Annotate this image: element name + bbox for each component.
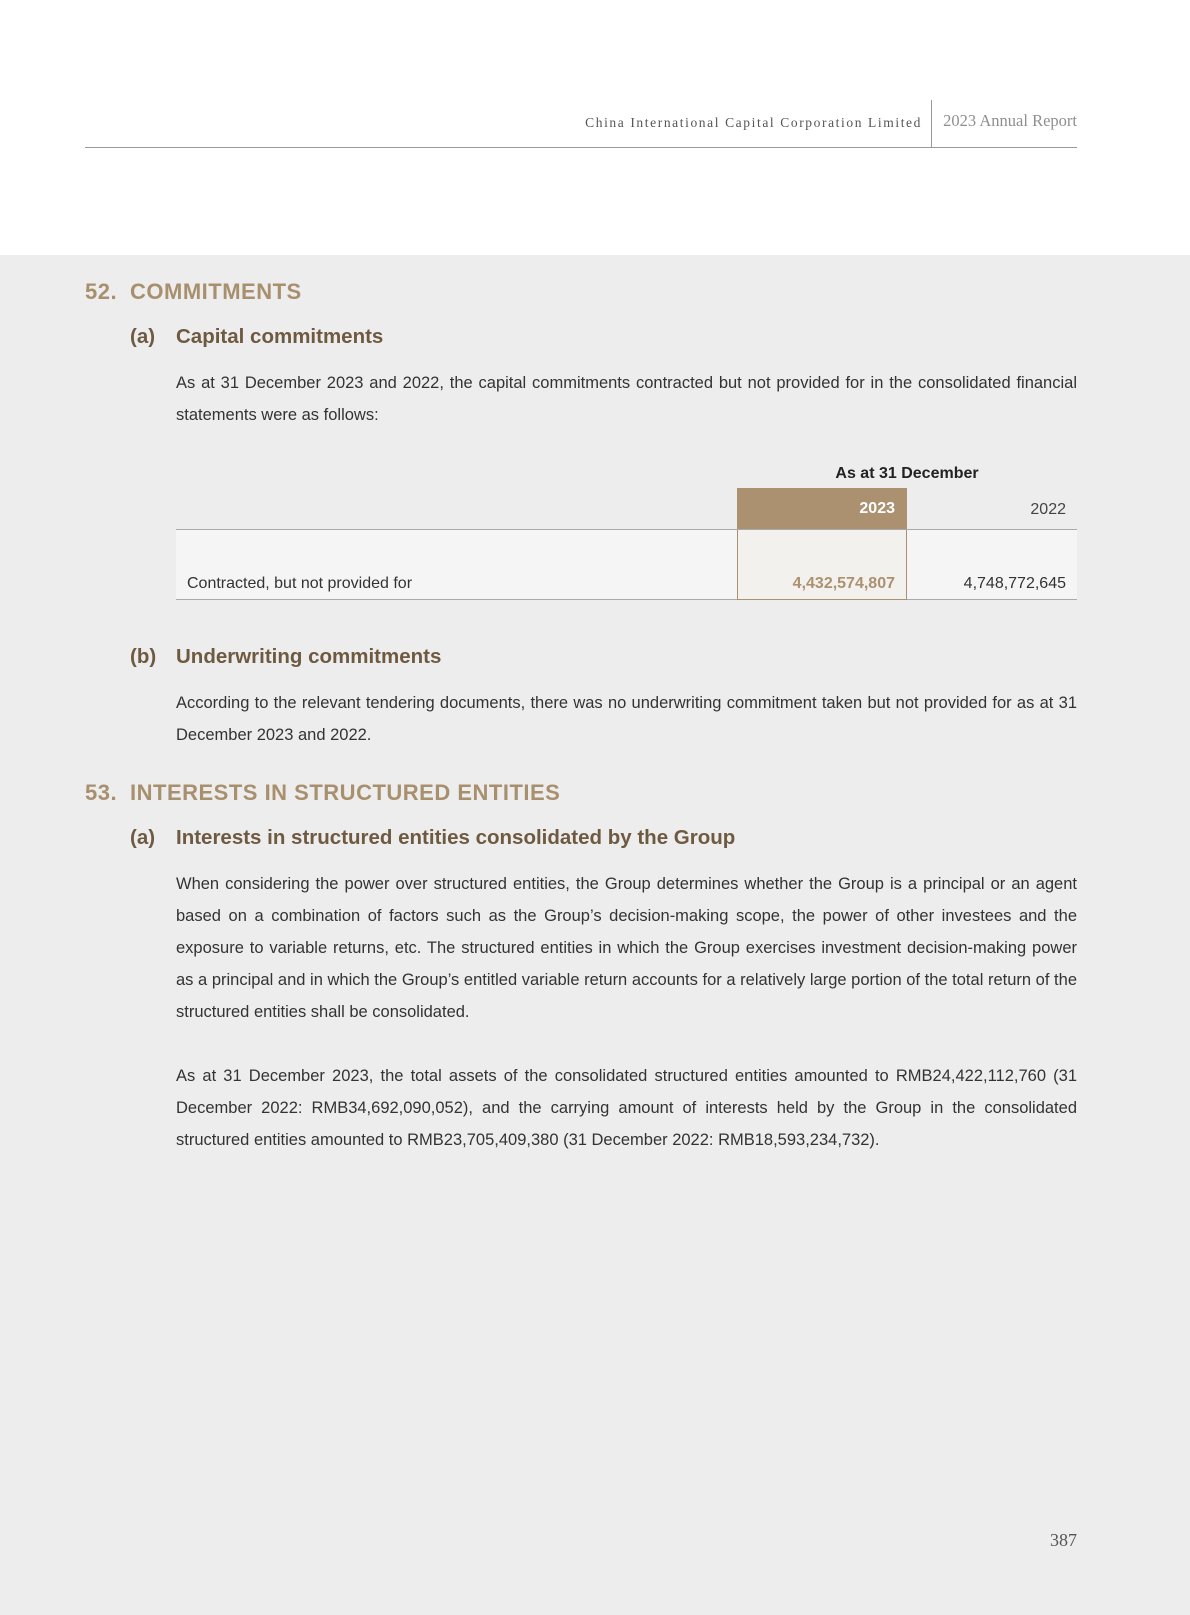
section-52-number: 52. — [85, 279, 118, 304]
row-label: Contracted, but not provided for — [187, 575, 413, 592]
section-52-title: COMMITMENTS — [130, 279, 302, 304]
subsection-52b-heading — [130, 645, 441, 669]
page-number: 387 — [1050, 1530, 1077, 1550]
column-header-2022: 2022 — [1030, 501, 1066, 518]
subsection-52a-heading — [130, 325, 383, 349]
value-2023: 4,432,574,807 — [792, 575, 895, 592]
subsection-52a-label: (a) — [130, 325, 156, 348]
section-52-heading — [85, 279, 302, 305]
commitments-table — [176, 529, 1077, 600]
subsection-52b-label: (b) — [130, 645, 157, 668]
subsection-52b-title: Underwriting commitments — [176, 645, 442, 668]
running-header — [85, 100, 1077, 148]
subsection-52a-title: Capital commitments — [176, 325, 384, 348]
subsection-53a-heading — [130, 826, 735, 850]
structured-entities-paragraph-1: When considering the power over structured entities, the Group determines whether the Group is a principal or an agent based on a combination of factors such as the Group’s decision-making scope, the power of other investees and the exposure to variable returns, etc. The structured entities in which the Group exercises investment decision-making power as a principal and in which the Group’s entitled variable return accounts for a relatively large portion of the total return of the structured entities shall be consolidated. — [176, 875, 1077, 1021]
section-53-number: 53. — [85, 780, 118, 805]
structured-entities-paragraph-2: As at 31 December 2023, the total assets of the consolidated structured entities amounted to RMB24,422,112,760 (31 December 2022: RMB34,692,090,052), and the carrying amount of interests held by the Group in the consolidated structured entities amounted to RMB23,705,409,380 (31 December 2022: RMB18,593,234,732). — [176, 1067, 1077, 1149]
subsection-53a-title: Interests in structured entities consolidated by the Group — [176, 826, 736, 849]
value-2022: 4,748,772,645 — [963, 575, 1066, 592]
table-caption: As at 31 December — [835, 465, 979, 482]
subsection-53a-label: (a) — [130, 826, 156, 849]
column-header-2023: 2023 — [737, 488, 907, 530]
company-name: China International Capital Corporation Limited — [585, 115, 922, 130]
header-divider — [931, 100, 932, 147]
capital-commitments-paragraph: As at 31 December 2023 and 2022, the capital commitments contracted but not provided for in the consolidated financial statements were as follows: — [176, 374, 1077, 424]
report-title: 2023 Annual Report — [943, 111, 1077, 130]
underwriting-commitments-paragraph: According to the relevant tendering documents, there was no underwriting commitment taken but not provided for as at 31 December 2023 and 2022. — [176, 694, 1077, 744]
section-53-heading — [85, 780, 560, 806]
section-53-title: INTERESTS IN STRUCTURED ENTITIES — [130, 780, 561, 805]
